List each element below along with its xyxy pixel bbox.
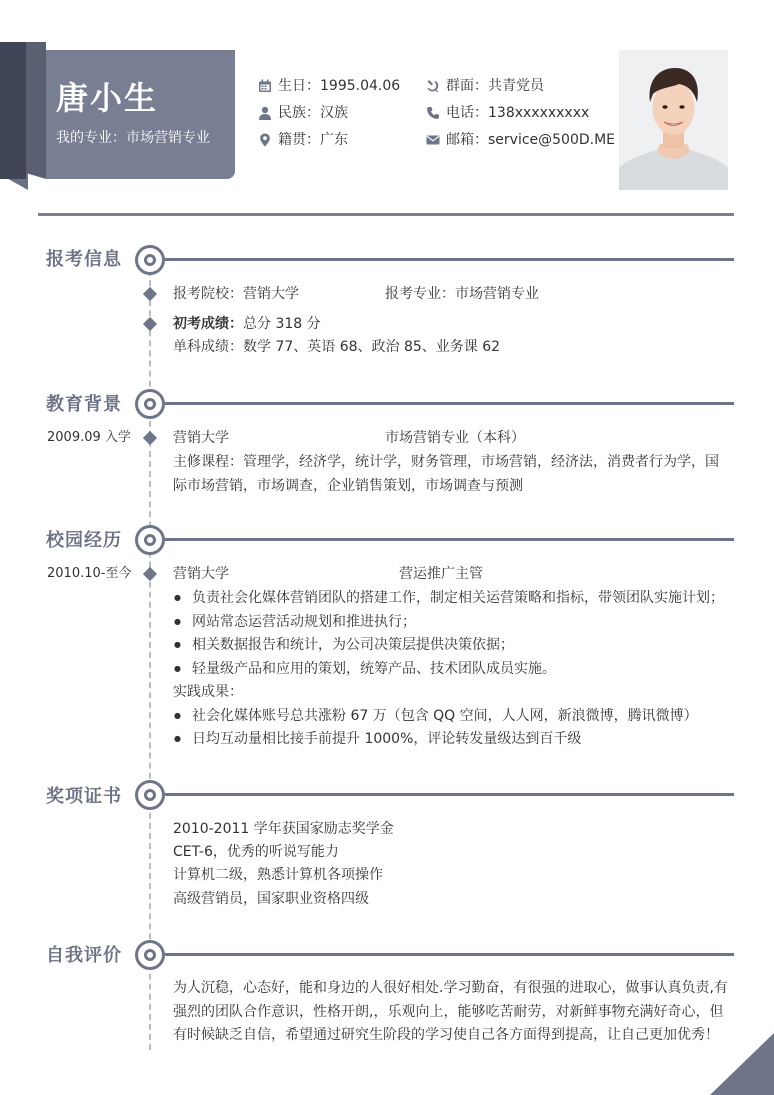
campus-org: 营销大学 bbox=[173, 566, 229, 582]
education-school: 营销大学 bbox=[173, 430, 229, 446]
info-email bbox=[426, 130, 615, 150]
section-marker-education bbox=[135, 389, 165, 419]
campus-result-item bbox=[174, 706, 698, 726]
section-title-exam: 报考信息 bbox=[46, 249, 122, 270]
section-marker-campus bbox=[135, 525, 165, 555]
profile-photo-illustration bbox=[619, 50, 728, 190]
phone-text: 电话：138xxxxxxxxx bbox=[446, 105, 590, 121]
info-ethnic bbox=[258, 103, 348, 123]
campus-result-text: 日均互动量相比接手前提升 1000%，评论转发量级达到百千级 bbox=[192, 731, 582, 747]
location-icon bbox=[258, 133, 272, 147]
campus-results-label: 实践成果： bbox=[173, 684, 243, 700]
header-divider bbox=[38, 213, 734, 216]
timeline-line bbox=[149, 260, 151, 1050]
origin-text: 籍贯：广东 bbox=[278, 132, 348, 148]
exam-score-label: 初考成绩： bbox=[173, 316, 243, 332]
exam-school: 报考院校：营销大学 bbox=[173, 286, 299, 302]
section-rule-awards bbox=[165, 793, 734, 796]
info-politics bbox=[426, 76, 544, 96]
education-major: 市场营销专业（本科） bbox=[385, 430, 525, 446]
politics-text: 群面：共青党员 bbox=[446, 78, 544, 94]
email-text: 邮箱：service@500D.ME bbox=[446, 132, 616, 148]
education-courses: 主修课程：管理学，经济学，统计学，财务管理，市场营销，经济法，消费者行为学，国际市场营销，市场调查，企业销售策划，市场调查与预测 bbox=[173, 454, 719, 494]
profile-photo bbox=[619, 50, 728, 190]
exam-score-value: 总分 318 分 bbox=[243, 316, 321, 332]
campus-duty-text: 相关数据报告和统计，为公司决策层提供决策依据； bbox=[192, 637, 514, 653]
calendar-icon bbox=[258, 79, 272, 93]
campus-duty-text: 轻量级产品和应用的策划，统筹产品、技术团队成员实施。 bbox=[192, 661, 556, 677]
campus-duty-text: 负责社会化媒体营销团队的搭建工作，制定相关运营策略和指标，带领团队实施计划； bbox=[192, 590, 724, 606]
exam-major: 报考专业：市场营销专业 bbox=[385, 286, 539, 302]
education-date: 2009.09 入学 bbox=[47, 430, 131, 445]
award-item: 2010-2011 学年获国家励志奖学金 bbox=[173, 821, 394, 837]
campus-duty-item bbox=[174, 612, 416, 632]
award-item: 计算机二级，熟悉计算机各项操作 bbox=[173, 867, 383, 883]
info-birth bbox=[258, 76, 400, 96]
info-origin bbox=[258, 130, 348, 150]
timeline-diamond bbox=[143, 287, 157, 301]
campus-result-text: 社会化媒体账号总共涨粉 67 万（包含 QQ 空间，人人网，新浪微博，腾讯微博） bbox=[192, 708, 698, 724]
info-phone bbox=[426, 103, 589, 123]
section-title-self: 自我评价 bbox=[46, 945, 122, 966]
phone-icon bbox=[426, 106, 440, 120]
self-evaluation-text: 为人沉稳，心态好，能和身边的人很好相处.学习勤奋，有很强的进取心，做事认真负责,有强烈的团队合作意识，性格开朗,，乐观向上，能够吃苦耐劳，对新鲜事物充满好奇心，但有时候缺乏自信，希望通过研究生阶段的学习使自己各方面得到提高，让自己更加优秀！ bbox=[173, 980, 728, 1043]
section-rule-self bbox=[165, 953, 734, 956]
section-rule-education bbox=[165, 402, 734, 405]
section-rule-campus bbox=[165, 538, 734, 541]
candidate-major: 我的专业：市场营销专业 bbox=[56, 130, 210, 146]
award-item: CET-6，优秀的听说写能力 bbox=[173, 844, 339, 860]
timeline-diamond bbox=[143, 317, 157, 331]
section-marker-self bbox=[135, 940, 165, 970]
section-marker-exam bbox=[135, 245, 165, 275]
campus-date: 2010.10-至今 bbox=[47, 566, 132, 581]
exam-score bbox=[173, 314, 321, 334]
exam-subjects: 单科成绩：数学 77、英语 68、政治 85、业务课 62 bbox=[173, 339, 501, 355]
campus-duty-item bbox=[174, 635, 514, 655]
campus-duty-item bbox=[174, 659, 556, 679]
campus-duty-item bbox=[174, 588, 724, 608]
campus-role: 营运推广主管 bbox=[399, 566, 483, 582]
timeline-diamond bbox=[143, 431, 157, 445]
header-ribbon-shadow bbox=[0, 42, 26, 179]
mail-icon bbox=[426, 133, 440, 147]
section-rule-exam bbox=[165, 258, 734, 261]
candidate-name: 唐小生 bbox=[56, 79, 159, 117]
ethnic-text: 民族：汉族 bbox=[278, 105, 348, 121]
campus-result-item bbox=[174, 729, 581, 749]
section-title-education: 教育背景 bbox=[46, 394, 122, 415]
person-icon bbox=[258, 106, 272, 120]
campus-duty-text: 网站常态运营活动规划和推进执行； bbox=[192, 614, 416, 630]
party-icon bbox=[426, 79, 440, 93]
birth-text: 生日：1995.04.06 bbox=[278, 78, 401, 94]
section-title-campus: 校园经历 bbox=[46, 530, 122, 551]
award-item: 高级营销员，国家职业资格四级 bbox=[173, 891, 369, 907]
timeline-diamond bbox=[143, 567, 157, 581]
section-marker-awards bbox=[135, 780, 165, 810]
section-title-awards: 奖项证书 bbox=[46, 786, 122, 807]
